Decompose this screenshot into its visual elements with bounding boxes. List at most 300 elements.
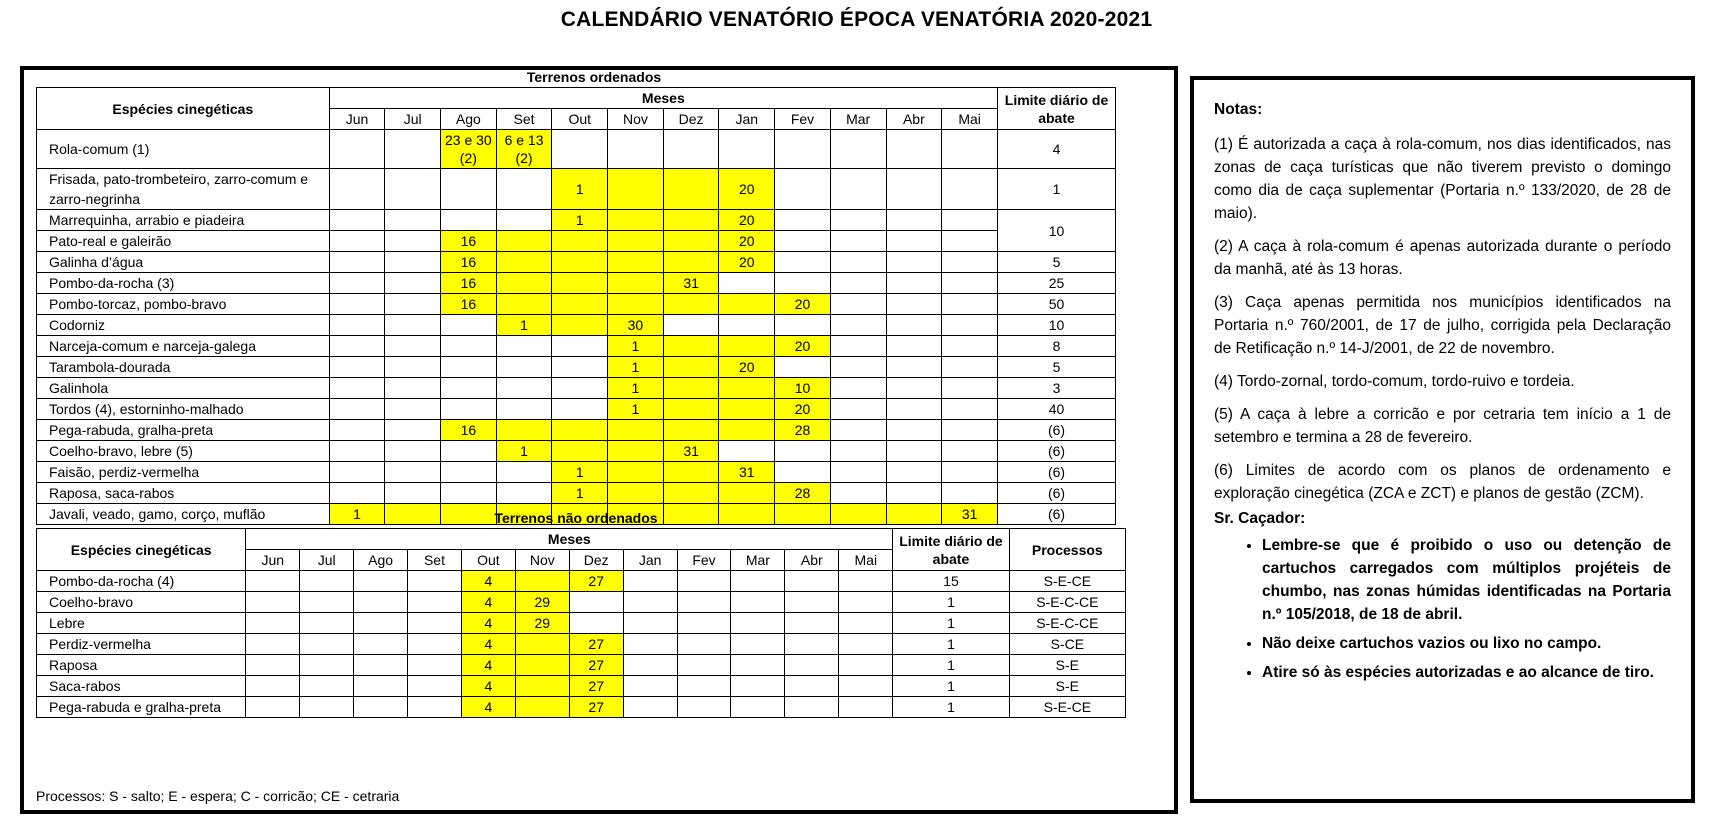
month-cell xyxy=(731,613,785,634)
month-cell xyxy=(329,169,385,210)
limit-cell: (6) xyxy=(998,441,1116,462)
advice-item: • Atire só às espécies autorizadas e ao alcance de tiro. xyxy=(1262,661,1671,684)
month-cell xyxy=(785,592,839,613)
month-cell: Jan xyxy=(623,550,677,571)
month-cell xyxy=(942,441,998,462)
limit-cell: 1 xyxy=(998,169,1116,210)
species-header: Espécies cinegéticas xyxy=(37,88,330,130)
month-cell xyxy=(385,441,441,462)
month-cell xyxy=(719,441,775,462)
season-cell: 16 xyxy=(441,252,497,273)
month-cell xyxy=(354,655,408,676)
note-item: (1) É autorizada a caça à rola-comum, nos dias identificados, nas zonas de caça turísticas que não tiverem previsto o domingo como dia de caça suplementar (Portaria n.º 133/2020, de 28 de maio). xyxy=(1214,136,1671,222)
species-header: Espécies cinegéticas xyxy=(37,529,246,571)
month-cell xyxy=(886,294,942,315)
species-name: Galinha d’água xyxy=(37,252,330,273)
species-name: Galinhola xyxy=(37,378,330,399)
species-name: Lebre xyxy=(37,613,246,634)
month-cell xyxy=(839,592,893,613)
table-row xyxy=(37,252,1116,273)
month-cell xyxy=(731,676,785,697)
month-cell xyxy=(830,252,886,273)
month-cell xyxy=(354,676,408,697)
season-cell xyxy=(552,273,608,294)
season-cell xyxy=(608,462,664,483)
table-row xyxy=(37,571,1126,592)
month-cell xyxy=(886,130,942,169)
month-cell xyxy=(408,613,462,634)
month-cell xyxy=(441,462,497,483)
season-cell xyxy=(552,441,608,462)
limit-cell: 1 xyxy=(893,592,1009,613)
month-cell xyxy=(785,571,839,592)
season-cell: 20 xyxy=(719,252,775,273)
month-cell: Abr xyxy=(886,109,942,130)
process-cell: S-E-C-CE xyxy=(1009,613,1125,634)
month-cell xyxy=(886,169,942,210)
species-name: Marrequinha, arrabio e piadeira xyxy=(37,210,330,231)
month-cell xyxy=(385,315,441,336)
month-cell xyxy=(552,399,608,420)
limit-cell: 8 xyxy=(998,336,1116,357)
season-cell: 31 xyxy=(663,441,719,462)
species-name: Pombo-da-rocha (3) xyxy=(37,273,330,294)
month-cell xyxy=(830,399,886,420)
month-cell xyxy=(942,294,998,315)
month-cell xyxy=(385,462,441,483)
month-cell xyxy=(775,252,831,273)
season-cell xyxy=(608,441,664,462)
table-row xyxy=(37,697,1126,718)
season-cell xyxy=(663,294,719,315)
advice-item: • Lembre-se que é proibido o uso ou detenção de cartuchos carregados com múltiplos projéteis de chumbo, nas zonas húmidas identificadas na Portaria n.º 105/2018, de 18 de abril. xyxy=(1262,534,1671,626)
table-row xyxy=(37,399,1116,420)
note-item: (5) A caça à lebre a corricão e por cetraria tem início a 1 de setembro e termina a 28 de fevereiro. xyxy=(1214,406,1671,446)
month-cell xyxy=(830,273,886,294)
month-cell xyxy=(385,399,441,420)
month-cell xyxy=(329,294,385,315)
month-cell xyxy=(246,613,300,634)
page-title: CALENDÁRIO VENATÓRIO ÉPOCA VENATÓRIA 2020-2021 xyxy=(560,8,1153,31)
species-name: Javali, veado, gamo, corço, muflão xyxy=(37,504,330,525)
month-cell xyxy=(329,378,385,399)
month-cell xyxy=(385,231,441,252)
month-cell xyxy=(569,592,623,613)
season-cell xyxy=(663,357,719,378)
season-cell: 1 xyxy=(552,169,608,210)
month-cell xyxy=(246,676,300,697)
species-name: Pega-rabuda, gralha-preta xyxy=(37,420,330,441)
month-cell xyxy=(942,210,998,231)
month-cell xyxy=(623,676,677,697)
month-cell xyxy=(785,613,839,634)
table-row xyxy=(37,483,1116,504)
month-cell xyxy=(886,231,942,252)
month-cell xyxy=(300,697,354,718)
season-cell xyxy=(663,210,719,231)
season-cell: 20 xyxy=(719,231,775,252)
month-cell xyxy=(719,130,775,169)
season-cell xyxy=(608,210,664,231)
month-cell xyxy=(942,336,998,357)
month-cell xyxy=(886,441,942,462)
month-cell xyxy=(942,483,998,504)
month-cell xyxy=(830,420,886,441)
month-cell xyxy=(775,169,831,210)
season-cell xyxy=(496,252,552,273)
season-cell: 27 xyxy=(569,697,623,718)
species-name: Coelho-bravo xyxy=(37,592,246,613)
month-cell xyxy=(300,592,354,613)
species-name: Pombo-da-rocha (4) xyxy=(37,571,246,592)
month-cell xyxy=(839,571,893,592)
month-cell xyxy=(552,357,608,378)
month-cell: Out xyxy=(552,109,608,130)
species-name: Saca-rabos xyxy=(37,676,246,697)
month-cell xyxy=(300,676,354,697)
season-cell: 6 e 13 (2) xyxy=(496,130,552,169)
month-cell xyxy=(354,592,408,613)
month-cell xyxy=(623,592,677,613)
month-cell xyxy=(408,571,462,592)
month-cell xyxy=(329,441,385,462)
season-cell xyxy=(719,378,775,399)
season-cell xyxy=(719,420,775,441)
season-cell: 4 xyxy=(461,634,515,655)
note-item: (6) Limites de acordo com os planos de ordenamento e exploração cinegética (ZCA e ZCT) e planos de gestão (ZCM). xyxy=(1214,462,1671,502)
process-cell: S-E xyxy=(1009,655,1125,676)
table-row xyxy=(37,294,1116,315)
month-cell xyxy=(830,294,886,315)
month-cell xyxy=(496,399,552,420)
table-row xyxy=(37,634,1126,655)
table-row xyxy=(37,378,1116,399)
month-cell xyxy=(246,571,300,592)
limit-cell: 25 xyxy=(998,273,1116,294)
ordered-section-title: Terrenos ordenados xyxy=(526,69,662,85)
month-cell xyxy=(623,655,677,676)
process-legend: Processos: S - salto; E - espera; C - corricão; CE - cetraria xyxy=(36,788,400,804)
note-item: (4) Tordo-zornal, tordo-comum, tordo-ruivo e tordeia. xyxy=(1214,373,1575,390)
season-cell xyxy=(663,399,719,420)
month-cell xyxy=(677,613,731,634)
month-cell xyxy=(942,169,998,210)
season-cell: 31 xyxy=(719,462,775,483)
limit-cell: 5 xyxy=(998,357,1116,378)
unordered-calendar-table xyxy=(36,528,1126,718)
month-cell xyxy=(441,399,497,420)
month-cell: Jun xyxy=(329,109,385,130)
month-cell xyxy=(354,613,408,634)
season-cell: 27 xyxy=(569,634,623,655)
table-row xyxy=(37,613,1126,634)
species-name: Pato-real e galeirão xyxy=(37,231,330,252)
month-cell xyxy=(886,252,942,273)
month-cell xyxy=(408,655,462,676)
month-cell: Mar xyxy=(830,109,886,130)
season-cell xyxy=(552,420,608,441)
season-cell xyxy=(552,231,608,252)
month-cell: Ago xyxy=(441,109,497,130)
month-cell xyxy=(775,315,831,336)
season-cell xyxy=(608,273,664,294)
season-cell xyxy=(663,420,719,441)
month-cell xyxy=(719,273,775,294)
table-row xyxy=(37,592,1126,613)
season-cell: 28 xyxy=(775,483,831,504)
month-cell xyxy=(830,336,886,357)
month-cell xyxy=(441,315,497,336)
process-cell: S-E-CE xyxy=(1009,697,1125,718)
month-cell xyxy=(775,273,831,294)
limit-header: Limite diário de abate xyxy=(893,529,1009,571)
month-cell: Dez xyxy=(569,550,623,571)
season-cell xyxy=(515,655,569,676)
hunter-advice-list xyxy=(1214,534,1671,684)
table-row xyxy=(37,231,1116,252)
month-cell xyxy=(354,571,408,592)
month-cell xyxy=(830,462,886,483)
month-cell xyxy=(329,273,385,294)
month-cell xyxy=(785,697,839,718)
season-cell: 1 xyxy=(552,483,608,504)
species-name: Rola-comum (1) xyxy=(37,130,330,169)
month-cell xyxy=(942,231,998,252)
limit-cell: 4 xyxy=(998,130,1116,169)
month-cell xyxy=(731,592,785,613)
month-cell xyxy=(886,399,942,420)
month-cell xyxy=(785,676,839,697)
month-cell xyxy=(663,130,719,169)
month-cell xyxy=(677,571,731,592)
month-cell xyxy=(496,210,552,231)
season-cell xyxy=(663,169,719,210)
season-cell xyxy=(663,378,719,399)
table-row xyxy=(37,273,1116,294)
month-cell xyxy=(552,378,608,399)
species-name: Tarambola-dourada xyxy=(37,357,330,378)
month-cell xyxy=(830,357,886,378)
notes-panel xyxy=(1190,76,1695,803)
month-cell xyxy=(663,315,719,336)
month-cell xyxy=(329,357,385,378)
advice-item: • Não deixe cartuchos vazios ou lixo no campo. xyxy=(1262,632,1671,655)
month-cell xyxy=(886,483,942,504)
season-cell xyxy=(552,315,608,336)
month-cell: Mai xyxy=(942,109,998,130)
month-cell xyxy=(886,378,942,399)
month-cell xyxy=(496,357,552,378)
month-cell xyxy=(830,441,886,462)
month-cell xyxy=(785,655,839,676)
month-cell: Ago xyxy=(354,550,408,571)
season-cell: 31 xyxy=(942,504,998,525)
season-cell xyxy=(608,252,664,273)
limit-cell: 1 xyxy=(893,634,1009,655)
season-cell xyxy=(552,294,608,315)
month-cell: Abr xyxy=(785,550,839,571)
limit-cell: 1 xyxy=(893,676,1009,697)
species-name: Pombo-torcaz, pombo-bravo xyxy=(37,294,330,315)
season-cell: 28 xyxy=(775,420,831,441)
species-name: Frisada, pato-trombeteiro, zarro-comum e zarro-negrinha xyxy=(37,169,330,210)
month-cell xyxy=(623,613,677,634)
season-cell: 30 xyxy=(608,315,664,336)
season-cell xyxy=(496,273,552,294)
month-cell xyxy=(329,399,385,420)
month-cell xyxy=(246,592,300,613)
season-cell xyxy=(719,336,775,357)
limit-cell: 40 xyxy=(998,399,1116,420)
season-cell: 4 xyxy=(461,613,515,634)
month-cell: Fev xyxy=(677,550,731,571)
limit-cell: 10 xyxy=(998,210,1116,252)
species-name: Coelho-bravo, lebre (5) xyxy=(37,441,330,462)
month-cell xyxy=(408,676,462,697)
month-cell xyxy=(441,336,497,357)
season-cell xyxy=(496,420,552,441)
month-cell: Jul xyxy=(385,109,441,130)
month-cell xyxy=(942,462,998,483)
limit-cell: (6) xyxy=(998,504,1116,525)
month-cell xyxy=(830,169,886,210)
species-name: Pega-rabuda e gralha-preta xyxy=(37,697,246,718)
month-cell xyxy=(677,697,731,718)
table-row xyxy=(37,210,1116,231)
header-row xyxy=(37,88,1116,109)
month-cell xyxy=(329,231,385,252)
season-cell: 1 xyxy=(608,399,664,420)
month-cell xyxy=(385,378,441,399)
species-name: Faisão, perdiz-vermelha xyxy=(37,462,330,483)
table-row xyxy=(37,462,1116,483)
month-cell xyxy=(496,169,552,210)
month-cell xyxy=(300,613,354,634)
species-name: Codorniz xyxy=(37,315,330,336)
month-cell xyxy=(719,315,775,336)
season-cell: 1 xyxy=(496,441,552,462)
month-cell xyxy=(886,210,942,231)
season-cell xyxy=(552,252,608,273)
season-cell xyxy=(608,169,664,210)
month-cell xyxy=(496,336,552,357)
month-cell xyxy=(329,252,385,273)
months-header: Meses xyxy=(246,529,893,550)
month-cell: Fev xyxy=(775,109,831,130)
limit-cell: 1 xyxy=(893,697,1009,718)
month-cell xyxy=(942,378,998,399)
month-cell xyxy=(942,315,998,336)
season-cell: 20 xyxy=(775,336,831,357)
season-cell xyxy=(608,420,664,441)
month-cell xyxy=(385,336,441,357)
process-cell: S-CE xyxy=(1009,634,1125,655)
table-row xyxy=(37,130,1116,169)
limit-cell: 50 xyxy=(998,294,1116,315)
season-cell: 23 e 30 (2) xyxy=(441,130,497,169)
month-cell xyxy=(775,130,831,169)
month-cell xyxy=(839,655,893,676)
month-cell xyxy=(385,483,441,504)
season-cell: 31 xyxy=(663,273,719,294)
limit-cell: 5 xyxy=(998,252,1116,273)
season-cell: 1 xyxy=(608,378,664,399)
season-cell: 1 xyxy=(608,336,664,357)
month-cell xyxy=(731,655,785,676)
month-cell xyxy=(329,315,385,336)
table-row xyxy=(37,441,1116,462)
season-cell: 4 xyxy=(461,676,515,697)
season-cell xyxy=(515,571,569,592)
month-cell: Jun xyxy=(246,550,300,571)
month-cell xyxy=(300,655,354,676)
month-cell xyxy=(942,420,998,441)
month-cell xyxy=(329,210,385,231)
month-cell xyxy=(775,441,831,462)
month-cell xyxy=(496,378,552,399)
month-cell xyxy=(623,571,677,592)
table-row xyxy=(37,336,1116,357)
month-cell xyxy=(839,634,893,655)
ordered-calendar-table xyxy=(36,87,1116,525)
process-cell: S-E-CE xyxy=(1009,571,1125,592)
month-cell xyxy=(886,420,942,441)
month-cell xyxy=(441,210,497,231)
season-cell: 27 xyxy=(569,676,623,697)
season-cell: 16 xyxy=(441,273,497,294)
season-cell xyxy=(608,483,664,504)
month-cell xyxy=(785,634,839,655)
month-cell xyxy=(839,613,893,634)
month-cell: Nov xyxy=(608,109,664,130)
season-cell: 27 xyxy=(569,571,623,592)
limit-cell: 1 xyxy=(893,613,1009,634)
season-cell xyxy=(515,697,569,718)
process-cell: S-E-C-CE xyxy=(1009,592,1125,613)
season-cell: 1 xyxy=(552,462,608,483)
month-cell xyxy=(385,252,441,273)
month-cell xyxy=(329,336,385,357)
season-cell xyxy=(719,294,775,315)
season-cell xyxy=(663,462,719,483)
table-row xyxy=(37,655,1126,676)
month-cell xyxy=(385,294,441,315)
month-cell xyxy=(942,273,998,294)
season-cell: 29 xyxy=(515,592,569,613)
month-cell xyxy=(677,676,731,697)
limit-header: Limite diário de abate xyxy=(998,88,1116,130)
species-name: Tordos (4), estorninho-malhado xyxy=(37,399,330,420)
month-cell: Mai xyxy=(839,550,893,571)
month-cell xyxy=(623,697,677,718)
season-cell: 20 xyxy=(719,210,775,231)
month-cell: Set xyxy=(408,550,462,571)
month-cell xyxy=(775,357,831,378)
month-cell xyxy=(839,697,893,718)
month-cell xyxy=(886,336,942,357)
month-cell: Jul xyxy=(300,550,354,571)
limit-cell: (6) xyxy=(998,483,1116,504)
season-cell: 1 xyxy=(552,210,608,231)
season-cell: 20 xyxy=(719,357,775,378)
month-cell xyxy=(408,697,462,718)
season-cell xyxy=(515,676,569,697)
month-cell xyxy=(385,357,441,378)
notes-heading: Notas: xyxy=(1214,101,1263,118)
hunter-heading: Sr. Caçador: xyxy=(1214,510,1306,527)
limit-cell: 10 xyxy=(998,315,1116,336)
season-cell: 16 xyxy=(441,420,497,441)
